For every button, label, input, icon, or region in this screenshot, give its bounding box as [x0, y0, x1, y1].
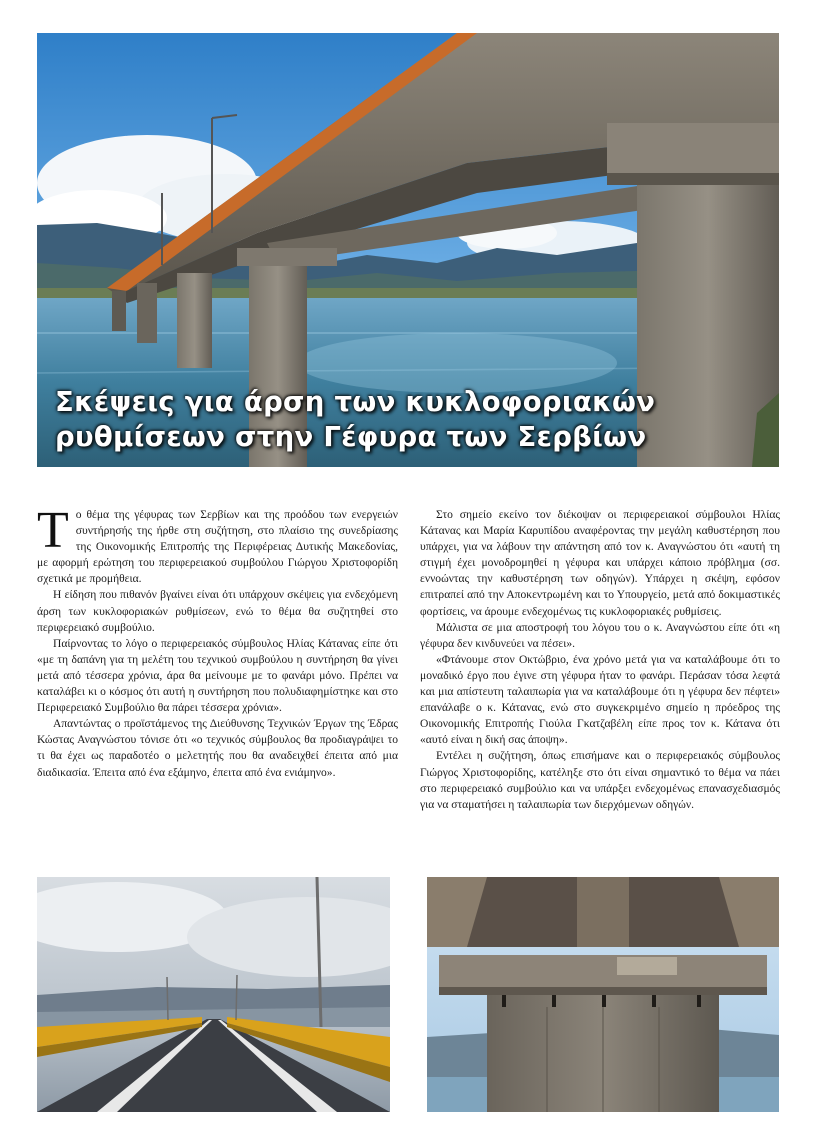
paragraph-5: Στο σημείο εκείνο τον διέκοψαν οι περιφερειακοί σύμβουλοι Ηλίας Κάτανας και Μαρία Καρυπίδου αναφέροντας την μεγάλη καθυστέρηση που υπάρχει, για να λάβουν την απάντηση από τον κ. Αναγνώστου ότι «αυτή τη στιγμή έχει μονοδρομηθεί η γέφυρα και υπάρχει κάποιο πρόβλημα (σσ. εννοώντας την καθυστέρηση των οδηγών). Υπάρχει η σκέψη, εφόσον επιτραπεί από την Αποκεντρωμένη και το Υπουργείο, μετά από δοκιμαστικές φορτίσεις, να άρουμε ενδεχομένως τις κυκλοφοριακές ρυθμίσεις.	[420, 509, 780, 618]
headline-line-1: Σκέψεις για άρση των κυκλοφοριακών	[55, 386, 656, 418]
headline	[55, 385, 755, 455]
paragraph-6: Μάλιστα σε μια αποστροφή του λόγου του ο κ. Αναγνώστου είπε ότι «η γέφυρα δεν κινδυνεύει να πέσει».	[420, 621, 780, 650]
bridge-road-image	[37, 877, 390, 1112]
road-photo	[37, 877, 390, 1112]
pier-photo	[427, 877, 779, 1112]
paragraph-1	[37, 502, 398, 587]
paragraph-4: Απαντώντας ο προϊστάμενος της Διεύθυνσης Τεχνικών Έργων της Έδρας Κώστας Αναγνώστου τόνισε ότι «ο τεχνικός σύμβουλος θα προδιαγράψει το τι θα έχει ως παραδοτέο ο μελετητής που θα αναδειχθεί έπειτα από μια διαδικασία. Έπειτα από ένα εξάμηνο, έπειτα από ένα ενιάμηνο».	[37, 718, 398, 779]
headline-line-2: ρυθμίσεων στην Γέφυρα των Σερβίων	[55, 421, 647, 453]
paragraph-1-text: ο θέμα της γέφυρας των Σερβίων και της προόδου των ενεργειών συντήρησής της ήρθε στη συζήτηση, στο πλαίσιο της συνεδρίασης της Οικονομικής Επιτροπής της Περιφέρειας Δυτικής Μακεδονίας, με αφορμή ερώτηση του περιφερειακού συμβούλου Γιώργου Χριστοφορίδη σχετικά με προμήθεια.	[37, 509, 398, 586]
bridge-pier-underside-image	[427, 877, 779, 1112]
hero-photo	[37, 33, 779, 467]
article-column-left	[37, 502, 398, 781]
article-column-right	[420, 507, 780, 813]
paragraph-7: «Φτάνουμε στον Οκτώβριο, ένα χρόνο μετά για να καταλάβουμε ότι το μοναδικό έργο που έγινε στη γέφυρα ήταν το φανάρι. Περάσαν τόσα λεφτά και μια απίστευτη ταλαιπωρία για να καταλάβουμε ότι η γέφυρα δεν πέφτει» επανάλαβε ο κ. Κάτανας, ενώ στο συγκεκριμένο σημείο η πρόεδρος της Οικονομικής Επιτροπής Γιούλα Γκατζαβέλη είπε προς τον κ. Κάτανα ότι «αυτό είναι η δική σας άποψη».	[420, 653, 780, 747]
paragraph-3: Παίρνοντας το λόγο ο περιφερειακός σύμβουλος Ηλίας Κάτανας είπε ότι «με τη δαπάνη για τη μελέτη του τεχνικού συμβούλου η συντήρηση θα γίνει μετά από τέσσερα χρόνια, άρα θα μείνουμε με το φανάρι μόνο. Πρέπει να καταλάβει κι ο κόσμος ότι αυτή η συντήρηση που πολυδιαφημίστηκε και στο Περιφερειακό Συμβούλιο θα πάρει τέσσερα χρόνια».	[37, 637, 398, 715]
paragraph-2: Η είδηση που πιθανόν βγαίνει είναι ότι υπάρχουν σκέψεις για ενδεχόμενη άρση των κυκλοφοριακών ρυθμίσεων, ενώ το θέμα θα συζητηθεί στο περιφερειακό συμβούλιο.	[37, 589, 398, 634]
drop-cap: Τ	[37, 502, 69, 559]
paragraph-8: Εντέλει η συζήτηση, όπως επισήμανε και ο περιφερειακός σύμβουλος Γιώργος Χριστοφορίδης, κατέληξε στο ότι είναι σημαντικό το θέμα να πάει στο περιφερειακό συμβούλιο και να υπάρξει ενδεχομένως επανασχεδιασμός για να σταματήσει η ταλαιπωρία των διερχόμενων οδηγών.	[420, 750, 780, 811]
